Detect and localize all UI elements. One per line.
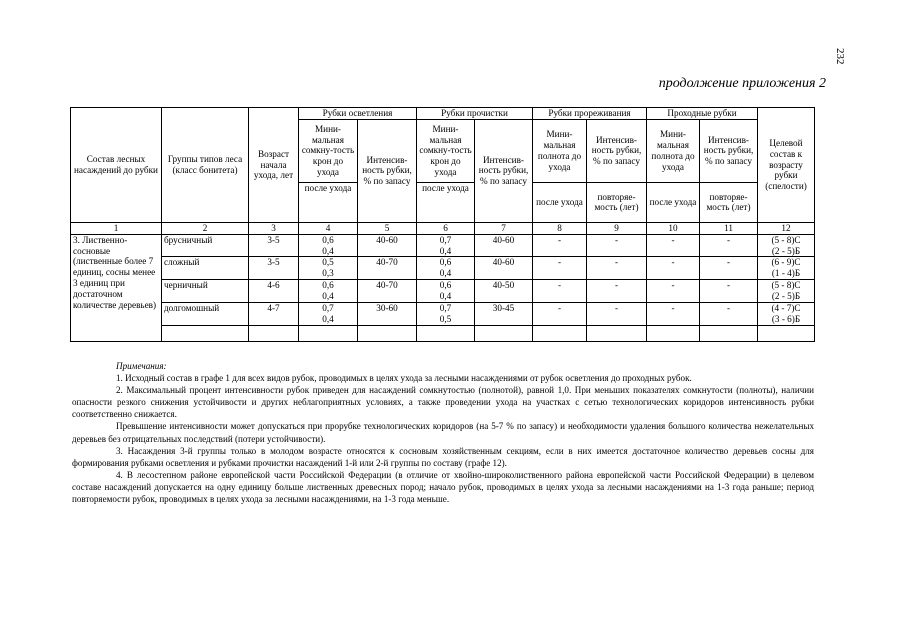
value-cell: - — [647, 234, 700, 257]
forest-type-cell: сложный — [162, 257, 249, 280]
header-intensity: Интенсив-ность рубки, % по запасу — [700, 119, 758, 182]
note-2: 2. Максимальный процент интенсивности рубок приведен для насаждений сомкнутостью (полнотой), равной 1,0. При меньших показателях сомкнутости (полноты), наличии опасности резкого снижения устойчивости и других неблагоприятных условиях, а также проведении ухода на участках с сетью технологических коридоров интенсивность рубки соответственно снижается. — [72, 385, 814, 420]
header-after-care: после ухода — [417, 182, 475, 222]
column-number: 3 — [249, 222, 299, 234]
header-composition: Состав лесных насаждений до рубки — [71, 108, 162, 223]
age-cell: 3-5 — [249, 257, 299, 280]
intensity-cell: 40-60 — [358, 234, 417, 257]
header-target-composition: Целевой состав к возрасту рубки (спелости) — [758, 108, 815, 223]
notes-heading: Примечания: — [116, 361, 167, 371]
page-number: 232 — [834, 48, 846, 65]
target-composition-cell: (4 - 7)С (3 - 6)Б — [758, 302, 815, 325]
value-cell: - — [533, 280, 587, 303]
header-after-care: после ухода — [299, 182, 358, 222]
crown-density-cell: 0,6 0,4 — [417, 257, 475, 280]
intensity-cell: 40-70 — [358, 280, 417, 303]
table-row — [71, 234, 815, 257]
target-composition-cell: (5 - 8)С (2 - 5)Б — [758, 280, 815, 303]
value-cell: - — [700, 302, 758, 325]
crown-density-cell: 0,6 0,4 — [299, 280, 358, 303]
intensity-cell: 30-60 — [358, 302, 417, 325]
column-number: 5 — [358, 222, 417, 234]
header-after-care: после ухода — [533, 182, 587, 222]
header-min-crown-density: Мини-мальная сомкну-тость крон до ухода — [417, 119, 475, 182]
intensity-cell: 40-50 — [475, 280, 533, 303]
column-number: 1 — [71, 222, 162, 234]
note-4: 4. В лесостепном районе европейской части Российской Федерации (в отличие от хвойно-широколиственного района европейской части Российской Федерации) в целевом составе насаждений допускается на одну единицу больше лиственных древесных пород; начало рубок, проводимых в целях ухода за лесными насаждениями на 1-3 года раньше; период повторяемости рубок, проводимых в целях ухода за лесными насаждениями, на 1-3 года меньше. — [72, 469, 814, 505]
appendix-subtitle: продолжение приложения 2 — [658, 76, 826, 91]
table-row-spacer — [71, 325, 815, 341]
column-number: 10 — [647, 222, 700, 234]
column-number: 4 — [299, 222, 358, 234]
intensity-cell: 40-60 — [475, 257, 533, 280]
table-row — [71, 280, 815, 303]
value-cell: - — [700, 257, 758, 280]
table-row — [71, 257, 815, 280]
header-intensity: Интенсив-ность рубки, % по запасу — [358, 119, 417, 222]
intensity-cell: 40-60 — [475, 234, 533, 257]
value-cell: - — [587, 302, 647, 325]
value-cell: - — [647, 257, 700, 280]
care-felling-table — [70, 107, 815, 342]
age-cell: 3-5 — [249, 234, 299, 257]
header-forest-type: Группы типов леса (класс бонитета) — [162, 108, 249, 223]
header-intensity: Интенсив-ность рубки, % по запасу — [587, 119, 647, 182]
composition-cell: 3. Лиственно-сосновые (лиственные более 7 единиц, сосны менее 3 единиц при достаточном количестве деревьев) — [71, 234, 162, 341]
column-number: 11 — [700, 222, 758, 234]
header-group-passage: Проходные рубки — [647, 108, 758, 120]
crown-density-cell: 0,7 0,5 — [417, 302, 475, 325]
note-2-continuation: Превышение интенсивности может допускаться при прорубке технологических коридоров (на 5-7 % по запасу) и необходимости удаления большого количества нежелательных деревьев без отрицательных последствий (потери устойчивости). — [72, 421, 814, 444]
value-cell: - — [700, 234, 758, 257]
age-cell: 4-6 — [249, 280, 299, 303]
value-cell: - — [587, 257, 647, 280]
crown-density-cell: 0,6 0,4 — [299, 234, 358, 257]
value-cell: - — [533, 257, 587, 280]
column-number: 6 — [417, 222, 475, 234]
forest-type-cell: черничный — [162, 280, 249, 303]
header-group-lighting: Рубки осветления — [299, 108, 417, 120]
value-cell: - — [647, 302, 700, 325]
header-min-crown-density: Мини-мальная сомкну-тость крон до ухода — [299, 119, 358, 182]
value-cell: - — [700, 280, 758, 303]
header-after-care: после ухода — [647, 182, 700, 222]
notes-section — [72, 360, 814, 505]
value-cell: - — [587, 280, 647, 303]
target-composition-cell: (6 - 9)С (1 - 4)Б — [758, 257, 815, 280]
header-intensity: Интенсив-ность рубки, % по запасу — [475, 119, 533, 222]
header-start-age: Возраст начала ухода, лет — [249, 108, 299, 223]
header-group-cleaning: Рубки прочистки — [417, 108, 533, 120]
header-repeatability: повторяе-мость (лет) — [587, 182, 647, 222]
crown-density-cell: 0,6 0,4 — [417, 280, 475, 303]
value-cell: - — [533, 302, 587, 325]
note-3: 3. Насаждения 3-й группы только в молодом возрасте относятся к сосновым хозяйственным секциям, если в них имеется достаточное количество деревьев сосны для формирования рубками осветления и рубками прочистки насаждений 1-й или 2-й группы по составу (графе 12). — [72, 445, 814, 468]
header-repeatability: повторяе-мость (лет) — [700, 182, 758, 222]
column-number: 7 — [475, 222, 533, 234]
column-number: 2 — [162, 222, 249, 234]
header-min-fullness: Мини-мальная полнота до ухода — [533, 119, 587, 182]
target-composition-cell: (5 - 8)С (2 - 5)Б — [758, 234, 815, 257]
intensity-cell: 40-70 — [358, 257, 417, 280]
age-cell: 4-7 — [249, 302, 299, 325]
column-number: 8 — [533, 222, 587, 234]
forest-type-cell: долгомошный — [162, 302, 249, 325]
value-cell: - — [587, 234, 647, 257]
table-row — [71, 302, 815, 325]
header-group-thinning: Рубки прореживания — [533, 108, 647, 120]
crown-density-cell: 0,7 0,4 — [299, 302, 358, 325]
value-cell: - — [533, 234, 587, 257]
note-1: 1. Исходный состав в графе 1 для всех видов рубок, проводимых в целях ухода за лесными насаждениями от рубок осветления до проходных рубок. — [116, 373, 692, 384]
column-number: 9 — [587, 222, 647, 234]
forest-type-cell: брусничный — [162, 234, 249, 257]
intensity-cell: 30-45 — [475, 302, 533, 325]
crown-density-cell: 0,5 0,3 — [299, 257, 358, 280]
crown-density-cell: 0,7 0,4 — [417, 234, 475, 257]
column-number: 12 — [758, 222, 815, 234]
header-min-fullness: Мини-мальная полнота до ухода — [647, 119, 700, 182]
value-cell: - — [647, 280, 700, 303]
